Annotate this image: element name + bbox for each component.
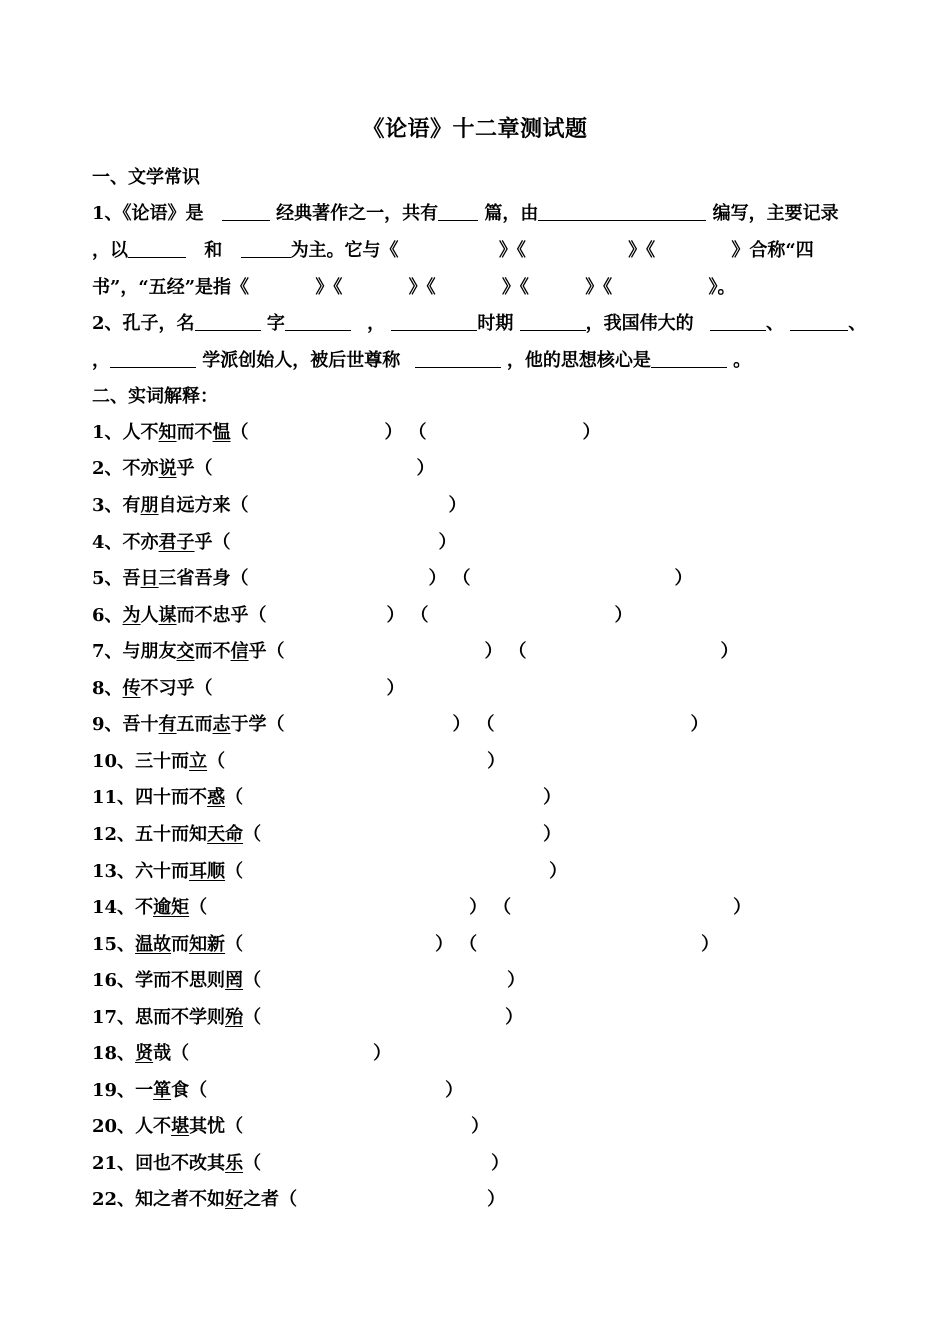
item-text: 而 <box>171 934 190 955</box>
q2-text-h: ， <box>92 350 110 371</box>
paren-open: （ <box>410 605 429 626</box>
underlined-word: 为 <box>122 605 141 626</box>
q1-text-o: 》《 <box>585 277 613 298</box>
q2-text-c: ， <box>367 313 386 334</box>
item-text: 其忧 <box>189 1116 226 1137</box>
paren-open: （ <box>171 1043 190 1064</box>
q2-text-d: 时期 <box>477 313 514 334</box>
vocab-item <box>92 1188 505 1212</box>
paren-close: ） <box>448 495 467 516</box>
paren-open: （ <box>225 934 244 955</box>
paren-close: ） <box>582 422 601 443</box>
underlined-word: 志 <box>212 714 231 735</box>
paren-open: （ <box>408 422 427 443</box>
paren-open: （ <box>230 422 249 443</box>
paren-open: （ <box>212 532 231 553</box>
underlined-word: 谋 <box>158 605 177 626</box>
item-text: 四十而不 <box>135 787 208 808</box>
underlined-word: 惑 <box>207 787 226 808</box>
q2-text-f: 、 <box>765 313 784 334</box>
paren-close: ） <box>690 714 709 735</box>
item-text: 人 <box>140 605 159 626</box>
item-text: 知之者不如 <box>135 1189 226 1210</box>
paren-close: ） <box>491 1153 510 1174</box>
item-text: 哉 <box>153 1043 172 1064</box>
answer-blank[interactable] <box>195 312 261 331</box>
q2-text-e: ，我国伟大的 <box>585 313 694 334</box>
underlined-word: 罔 <box>225 970 244 991</box>
paren-close: ） <box>435 934 454 955</box>
paren-close: ） <box>469 897 488 918</box>
paren-close: ） <box>373 1043 392 1064</box>
paren-close: ） <box>445 1080 464 1101</box>
item-text: 一 <box>135 1080 154 1101</box>
q1-text-d: 编写，主要记录 <box>712 203 839 224</box>
underlined-word: 逾 <box>153 897 172 918</box>
item-number: 13、 <box>92 861 136 882</box>
paren-open: （ <box>248 605 267 626</box>
underlined-word: 耳顺 <box>189 861 226 882</box>
item-text: 而不 <box>176 422 213 443</box>
vocab-item <box>92 1115 489 1139</box>
q1-text-i: 》《 <box>628 240 656 261</box>
underlined-word: 乐 <box>225 1153 244 1174</box>
vocab-item <box>92 750 505 774</box>
paren-open: （ <box>225 1116 244 1137</box>
paren-open: （ <box>243 970 262 991</box>
vocab-item <box>92 494 467 518</box>
item-text: 不亦 <box>122 458 159 479</box>
item-number: 19、 <box>92 1080 136 1101</box>
answer-blank[interactable] <box>710 312 766 331</box>
vocab-item <box>92 896 751 920</box>
underlined-word: 朋 <box>140 495 159 516</box>
paren-open: （ <box>243 1153 262 1174</box>
paren-open: （ <box>493 897 512 918</box>
item-text: 乎 <box>248 641 267 662</box>
q1-text-n: 》《 <box>501 277 529 298</box>
paren-close: ） <box>614 605 633 626</box>
item-text: 三十而 <box>135 751 190 772</box>
q1-text-m: 》《 <box>408 277 436 298</box>
answer-blank[interactable] <box>651 349 727 368</box>
vocab-item <box>92 860 567 884</box>
paren-close: ） <box>549 861 568 882</box>
item-text: 人不 <box>122 422 159 443</box>
paren-close: ） <box>487 751 506 772</box>
paren-open: （ <box>266 641 285 662</box>
item-text: 五而 <box>176 714 213 735</box>
paren-close: ） <box>733 897 752 918</box>
item-number: 21、 <box>92 1153 136 1174</box>
item-number: 15、 <box>92 934 136 955</box>
item-number: 18、 <box>92 1043 136 1064</box>
underlined-word: 有 <box>158 714 177 735</box>
answer-blank[interactable] <box>241 239 291 258</box>
paren-close: ） <box>720 641 739 662</box>
item-text: 三省吾身 <box>158 568 231 589</box>
q2-text-i: 学派创始人，被后世尊称 <box>202 350 401 371</box>
item-number: 17、 <box>92 1007 136 1028</box>
underlined-word: 堪 <box>171 1116 190 1137</box>
item-number: 11、 <box>92 787 136 808</box>
q1-text-f: 和 <box>204 240 223 261</box>
vocab-item <box>92 1042 391 1066</box>
paren-close: ） <box>452 714 471 735</box>
q1-text-a: 1、《论语》是 <box>92 203 204 224</box>
item-number: 8、 <box>92 678 123 699</box>
q1-text-c: 篇，由 <box>484 203 539 224</box>
vocab-item <box>92 823 561 847</box>
question-2-line-1 <box>92 312 866 336</box>
answer-blank[interactable] <box>128 239 186 258</box>
underlined-word: 传 <box>122 678 141 699</box>
underlined-word: 日 <box>140 568 159 589</box>
vocab-item <box>92 604 633 628</box>
q1-text-b: 经典著作之一，共有 <box>276 203 439 224</box>
answer-blank[interactable] <box>538 202 706 221</box>
q2-text-b: 字 <box>266 313 285 334</box>
vocab-item <box>92 677 405 701</box>
paren-open: （ <box>225 861 244 882</box>
answer-blank[interactable] <box>391 312 477 331</box>
item-text: 回也不改其 <box>135 1153 226 1174</box>
vocab-item <box>92 531 457 555</box>
vocab-item <box>92 457 435 481</box>
paren-close: ） <box>543 787 562 808</box>
paren-close: ） <box>471 1116 490 1137</box>
section-heading-literature: 一、文学常识 <box>92 167 200 188</box>
paren-close: ） <box>543 824 562 845</box>
paren-open: （ <box>230 568 249 589</box>
item-text: 食 <box>171 1080 190 1101</box>
paren-open: （ <box>230 495 249 516</box>
paren-close: ） <box>701 934 720 955</box>
q1-text-e: ，以 <box>92 240 128 261</box>
item-number: 20、 <box>92 1116 136 1137</box>
q1-text-g: 为主。它与《 <box>290 240 399 261</box>
paren-open: （ <box>508 641 527 662</box>
question-1-line-2 <box>92 239 814 263</box>
item-number: 10、 <box>92 751 136 772</box>
paren-open: （ <box>243 824 262 845</box>
item-number: 12、 <box>92 824 136 845</box>
answer-blank[interactable] <box>110 349 196 368</box>
q1-text-l: 》《 <box>315 277 343 298</box>
item-number: 14、 <box>92 897 136 918</box>
item-number: 2、 <box>92 458 123 479</box>
item-number: 3、 <box>92 495 123 516</box>
paren-open: （ <box>266 714 285 735</box>
answer-blank[interactable] <box>438 202 478 221</box>
paren-open: （ <box>476 714 495 735</box>
paren-close: ） <box>487 1189 506 1210</box>
section-heading-vocabulary: 二、实词解释： <box>92 386 218 407</box>
paren-close: ） <box>674 568 693 589</box>
paren-close: ） <box>505 1007 524 1028</box>
item-text: 有 <box>122 495 141 516</box>
answer-blank[interactable] <box>415 349 501 368</box>
paren-open: （ <box>279 1189 298 1210</box>
paren-close: ） <box>428 568 447 589</box>
item-text: 思而不学则 <box>135 1007 226 1028</box>
vocab-item <box>92 1006 523 1030</box>
underlined-word: 交 <box>176 641 195 662</box>
item-text: 与朋友 <box>122 641 177 662</box>
vocab-item <box>92 640 739 664</box>
underlined-word: 好 <box>225 1189 244 1210</box>
underlined-word: 知新 <box>189 934 226 955</box>
item-text: 六十而 <box>135 861 190 882</box>
question-2-line-2 <box>92 349 751 373</box>
question-1-line-1 <box>92 202 839 226</box>
item-number: 7、 <box>92 641 123 662</box>
item-number: 6、 <box>92 605 123 626</box>
underlined-word: 立 <box>189 751 208 772</box>
underlined-word: 知 <box>158 422 177 443</box>
vocab-item <box>92 969 525 993</box>
item-text: 不习乎 <box>140 678 195 699</box>
paren-close: ） <box>384 422 403 443</box>
answer-blank[interactable] <box>790 312 848 331</box>
paren-open: （ <box>452 568 471 589</box>
item-number: 5、 <box>92 568 123 589</box>
vocab-item <box>92 567 693 591</box>
vocab-item <box>92 786 561 810</box>
underlined-word: 说 <box>158 458 177 479</box>
answer-blank[interactable] <box>222 202 270 221</box>
question-1-line-3 <box>92 276 735 300</box>
underlined-word: 贤 <box>135 1043 154 1064</box>
vocab-item <box>92 1079 463 1103</box>
underlined-word: 愠 <box>212 422 231 443</box>
paren-close: ） <box>386 678 405 699</box>
q1-text-j: 》合称“四 <box>731 240 814 261</box>
item-text: 不亦 <box>122 532 159 553</box>
paren-close: ） <box>507 970 526 991</box>
answer-blank[interactable] <box>285 312 351 331</box>
underlined-word: 君子 <box>158 532 195 553</box>
paren-close: ） <box>484 641 503 662</box>
item-number: 1、 <box>92 422 123 443</box>
q2-text-k: 。 <box>733 350 752 371</box>
paren-open: （ <box>194 678 213 699</box>
paren-open: （ <box>225 787 244 808</box>
item-number: 4、 <box>92 532 123 553</box>
page-title: 《论语》十二章测试题 <box>362 116 588 142</box>
q2-text-a: 2、孔子，名 <box>92 313 195 334</box>
underlined-word: 温故 <box>135 934 172 955</box>
paren-open: （ <box>243 1007 262 1028</box>
paren-open: （ <box>189 897 208 918</box>
item-text: 于学 <box>230 714 267 735</box>
vocab-item <box>92 1152 509 1176</box>
paren-close: ） <box>438 532 457 553</box>
item-number: 16、 <box>92 970 136 991</box>
item-number: 22、 <box>92 1189 136 1210</box>
underlined-word: 箪 <box>153 1080 172 1101</box>
underlined-word: 天命 <box>207 824 244 845</box>
item-text: 乎 <box>176 458 195 479</box>
item-text: 而不忠乎 <box>176 605 249 626</box>
paren-open: （ <box>189 1080 208 1101</box>
item-number: 9、 <box>92 714 123 735</box>
underlined-word: 矩 <box>171 897 190 918</box>
q1-text-h: 》《 <box>498 240 526 261</box>
item-text: 人不 <box>135 1116 172 1137</box>
item-text: 吾十 <box>122 714 159 735</box>
vocab-item <box>92 421 601 445</box>
item-text: 自远方来 <box>158 495 231 516</box>
q1-text-k: 书”，“五经”是指《 <box>92 277 250 298</box>
paren-open: （ <box>194 458 213 479</box>
item-text: 五十而知 <box>135 824 208 845</box>
item-text: 而不 <box>194 641 231 662</box>
vocab-item <box>92 713 709 737</box>
q1-text-p: 》。 <box>708 277 736 298</box>
vocab-item <box>92 933 719 957</box>
item-text: 乎 <box>194 532 213 553</box>
answer-blank[interactable] <box>520 312 586 331</box>
paren-close: ） <box>416 458 435 479</box>
item-text: 不 <box>135 897 154 918</box>
underlined-word: 殆 <box>225 1007 244 1028</box>
q2-text-j: ，他的思想核心是 <box>506 350 651 371</box>
underlined-word: 信 <box>230 641 249 662</box>
paren-open: （ <box>459 934 478 955</box>
item-text: 学而不思则 <box>135 970 226 991</box>
item-text: 吾 <box>122 568 141 589</box>
paren-close: ） <box>386 605 405 626</box>
paren-open: （ <box>207 751 226 772</box>
q2-text-g: 、 <box>848 313 867 334</box>
item-text: 之者 <box>243 1189 280 1210</box>
